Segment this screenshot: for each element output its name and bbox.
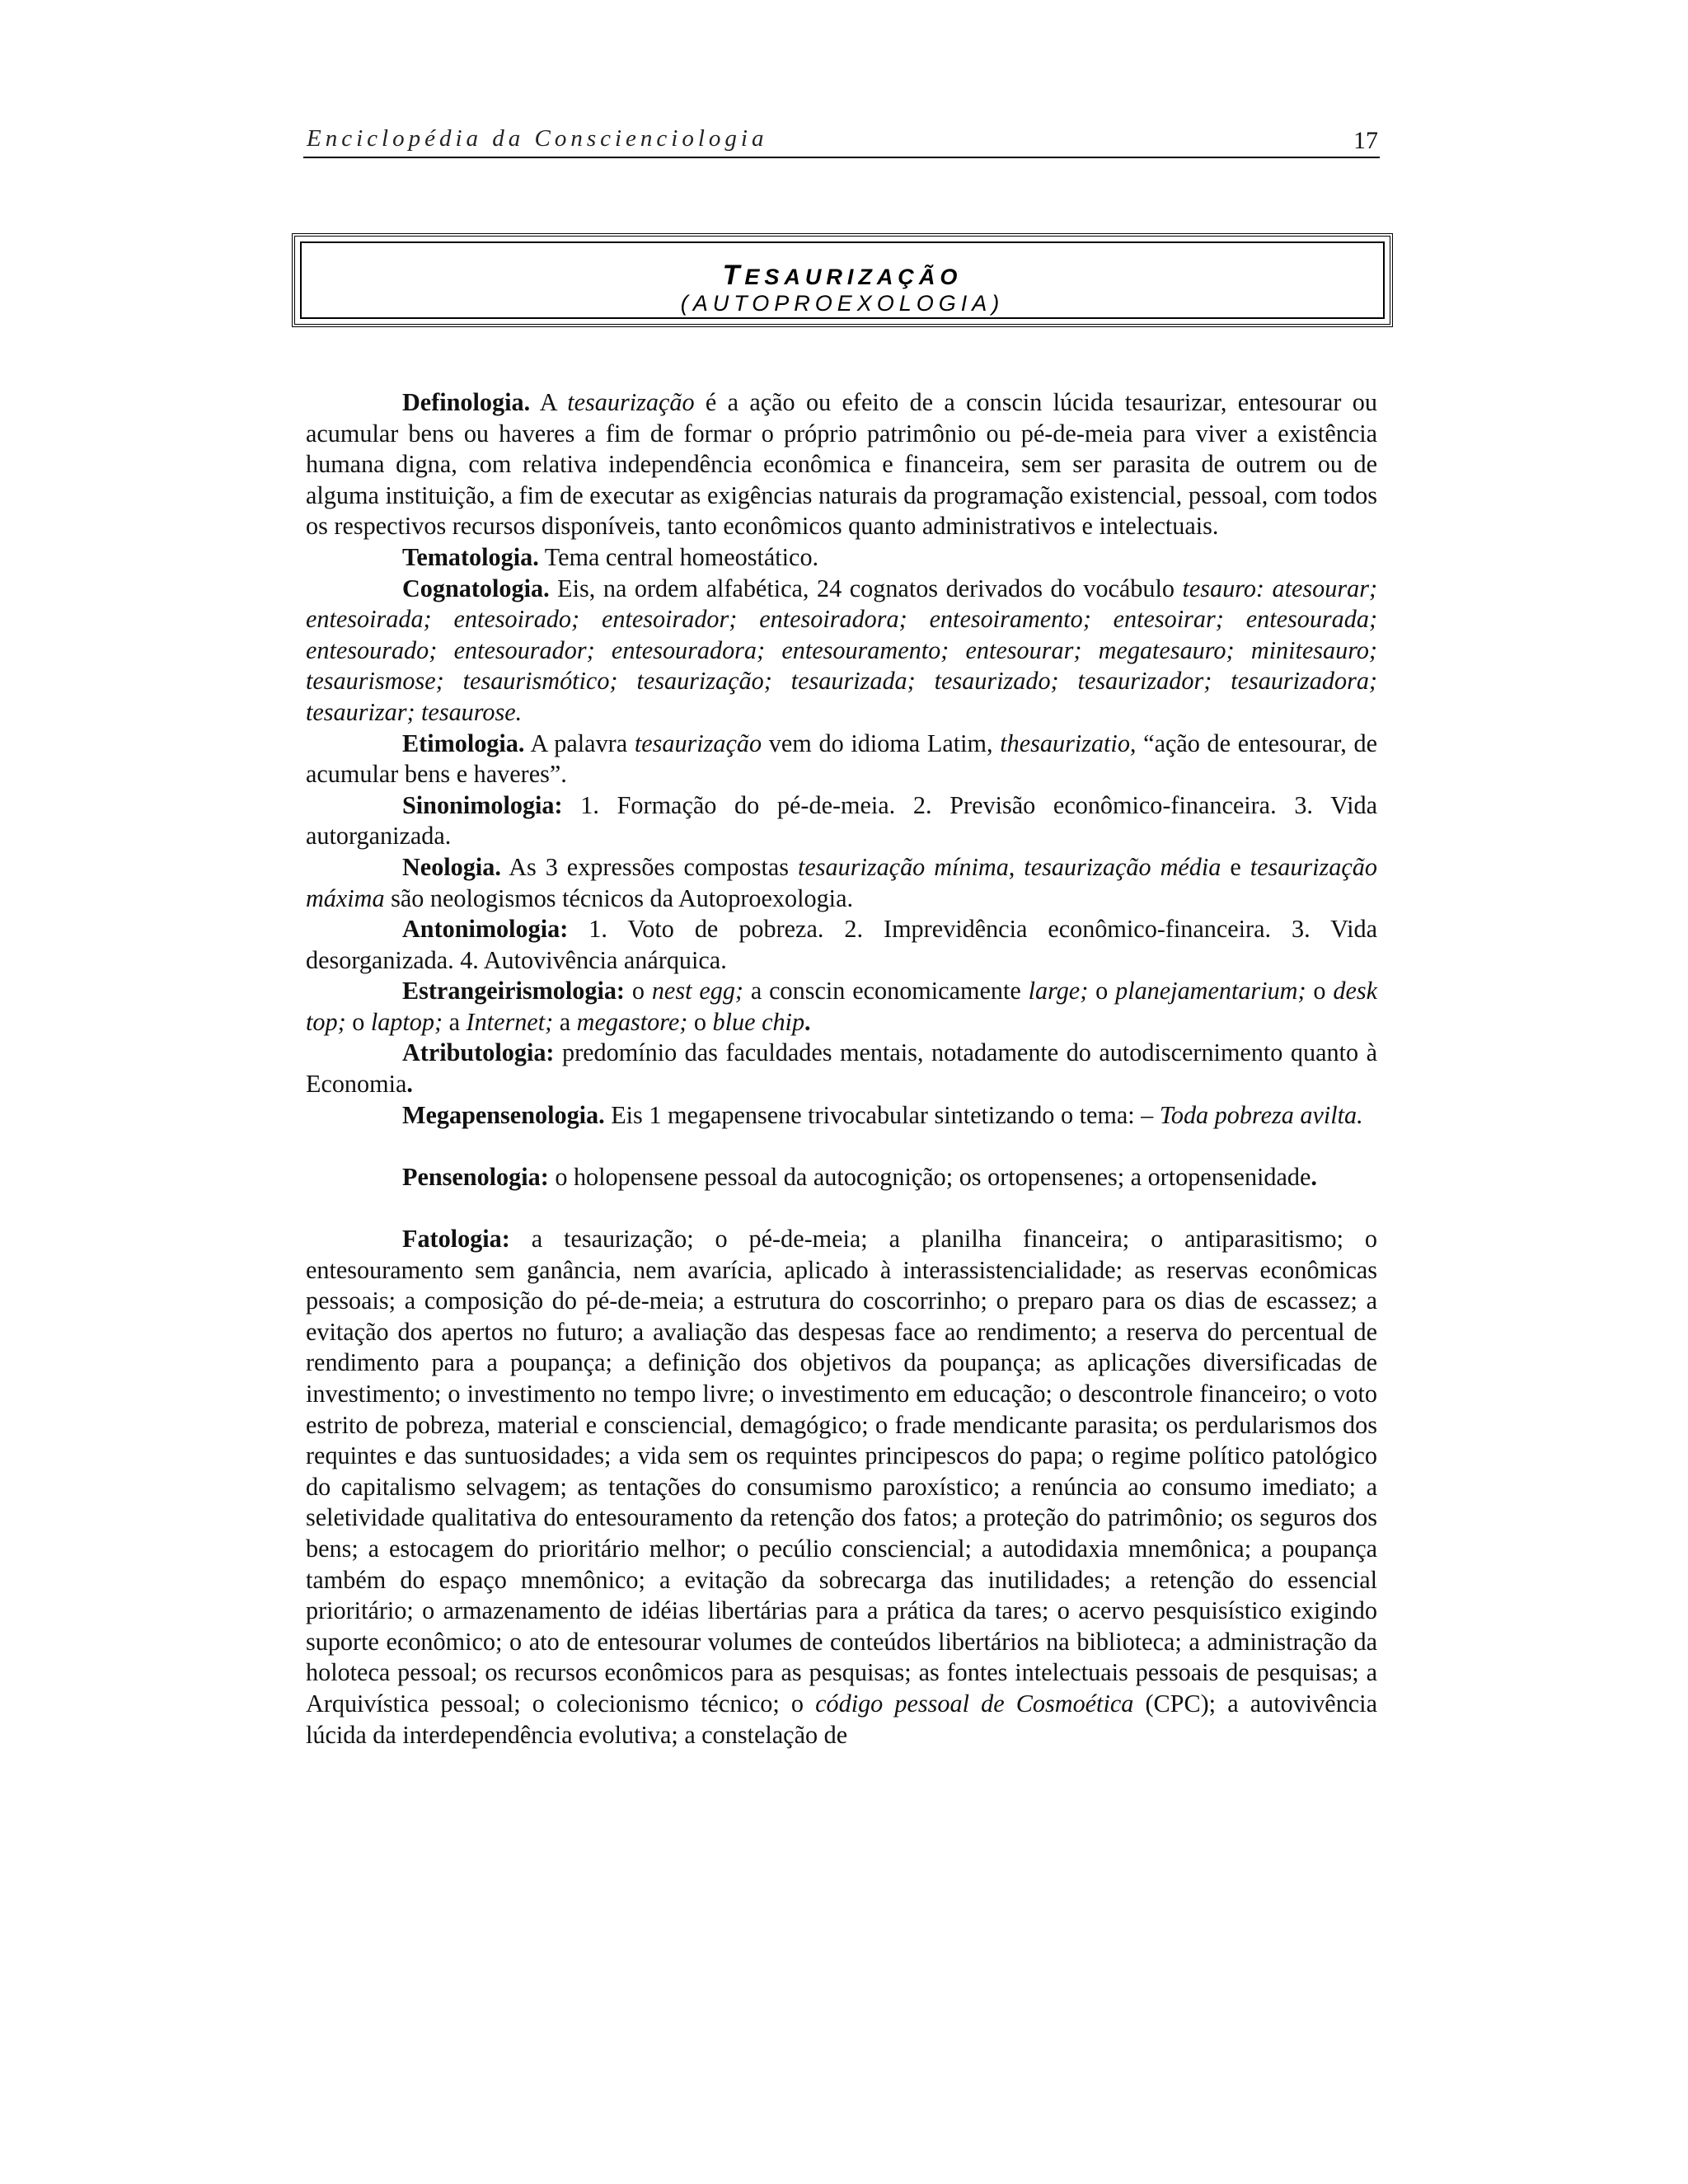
section-paragraph (306, 1224, 1377, 1750)
section-text: . (1311, 1162, 1317, 1191)
section-paragraph (306, 574, 1377, 729)
page-number: 17 (1353, 127, 1378, 154)
running-title: Enciclopédia da Conscienciologia (307, 125, 768, 152)
section-text: A (530, 388, 568, 416)
section-text: Eis, na ordem alfabética, 24 cognatos derivados do vocábulo (549, 574, 1183, 602)
section-text: o (345, 1007, 371, 1036)
section-text: são neologismos técnicos da Autoproexologia. (384, 883, 854, 912)
section-text: o holopensene pessoal da autocognição; os ortopensenes; a ortopensenidade (548, 1162, 1311, 1191)
italic-term: desk top; (306, 977, 1377, 1036)
italic-term: blue chip (712, 1007, 805, 1036)
entry-title: TESAURIZAÇÃO (722, 260, 963, 291)
section-paragraph (306, 387, 1377, 542)
section-label: Definologia. (402, 388, 531, 416)
italic-term: megastore; (576, 1007, 688, 1036)
section-text: a (553, 1007, 577, 1036)
italic-term: tesaurização (634, 729, 762, 757)
section-text: As 3 expressões compostas (500, 852, 798, 881)
section-paragraph (306, 1162, 1377, 1193)
entry-title-inner-frame (300, 241, 1385, 319)
section-text: predomínio das faculdades mentais, notadamente do autodiscernimento quanto à Economia (306, 1038, 1377, 1099)
section-paragraph (306, 542, 1377, 574)
section-text: a conscin economicamente (743, 977, 1029, 1005)
section-paragraph (306, 1100, 1377, 1132)
section-text: 1. Voto de pobreza. 2. Imprevidência econômico-financeira. 3. Vida desorganizada. 4. Autovivência anárquica. (306, 915, 1377, 974)
running-header (303, 124, 1380, 158)
section-text: 1. Formação do pé-de-meia. 2. Previsão econômico-financeira. 3. Vida autorganizada. (306, 790, 1377, 851)
section-text: . (406, 1070, 413, 1099)
section-text: o (687, 1007, 713, 1036)
section-text: o (1306, 977, 1334, 1005)
italic-term: tesaurização (567, 388, 695, 416)
section-text: a (443, 1007, 467, 1036)
section-label: Neologia. (402, 852, 501, 881)
section-text: . (804, 1007, 811, 1036)
italic-term: código pessoal de Cosmoética (815, 1689, 1134, 1718)
section-label: Antonimologia: (402, 915, 569, 944)
italic-term: thesaurizatio, (1000, 729, 1137, 757)
section-text: o (1088, 977, 1116, 1005)
section-paragraph (306, 914, 1377, 976)
section-label: Tematologia. (402, 542, 539, 571)
section-paragraph (306, 790, 1377, 852)
italic-term: Internet; (466, 1007, 554, 1036)
entry-title-box (292, 233, 1393, 327)
italic-term: tesaurização máxima (306, 852, 1377, 912)
section-paragraph (306, 729, 1377, 790)
section-text: a tesaurização; o pé-de-meia; a planilha financeira; o antiparasitismo; o entesouramento sem ganância, nem avarícia, aplicado à interassistencialidade; as reservas econômicas pessoais; a composição do pé-de-meia; a estrutura do coscorrinho; o preparo para os dias de escassez; a evitação dos apertos no futuro; a avaliação das despesas face ao rendimento; a reserva do percentual de rendimento para a poupança; a definição dos objetivos da poupança; as aplicações diversificadas de investimento; o investimento no tempo livre; o investimento em educação; o descontrole financeiro; o voto estrito de pobreza, material e consciencial, demagógico; o frade mendicante parasita; os perdularismos dos requintes e das suntuosidades; a vida sem os requintes principescos do papa; o regime político patológico do capitalismo selvagem; as tentações do consumismo paroxístico; a renúncia ao consumo imediato; a seletividade qualitativa do entesouramento da retenção dos fatos; a proteção do patrimônio; os seguros dos bens; a estocagem do prioritário melhor; o pecúlio consciencial; a autodidaxia mnemônica; a poupança também do espaço mnemônico; a evitação da sobrecarga das inutilidades; a retenção do essencial prioritário; o armazenamento de idéias libertárias para a prática da tares; o acervo pesquisístico exigindo suporte econômico; o ato de entesourar volumes de conteúdos libertários na biblioteca; a administração da holoteca pessoal; os recursos econômicos para as pesquisas; as fontes intelectuais pessoais de pesquisas; a Arquivística pessoal; o colecionismo técnico; o (306, 1225, 1377, 1718)
section-label: Atributologia: (402, 1038, 555, 1067)
entry-subtitle: (AUTOPROEXOLOGIA) (680, 291, 1005, 316)
section-label: Etimologia. (402, 729, 525, 757)
section-label: Megapensenologia. (402, 1100, 605, 1129)
section-text: é a ação ou efeito de a conscin lúcida tesaurizar, entesourar ou acumular bens ou haveres a fim de formar o próprio patrimônio ou pé-de-meia para viver a existência humana digna, com relativa independência econômica e financeira, sem ser parasita de outrem ou de alguma instituição, a fim de executar as exigências naturais da programação existencial, pessoal, com todos os respectivos recursos disponíveis, tanto econômicos quanto administrativos e intelectuais. (306, 388, 1377, 541)
section-text: A palavra (524, 729, 635, 757)
italic-term: nest egg; (651, 977, 743, 1005)
section-label: Sinonimologia: (402, 790, 563, 819)
section-text: vem do idioma Latim, (762, 729, 1001, 757)
section-text: Tema central homeostático. (538, 542, 819, 571)
section-text: (CPC); a autovivência lúcida da interdependência evolutiva; a constelação de (306, 1689, 1377, 1749)
section-paragraph (306, 1038, 1377, 1099)
italic-term: tesaurização mínima, tesaurização média (797, 852, 1221, 881)
section-label: Fatologia: (402, 1225, 510, 1254)
section-label: Estrangeirismologia: (402, 977, 625, 1005)
italic-term: planejamentarium; (1115, 977, 1306, 1005)
section-paragraph (306, 976, 1377, 1038)
section-label: Pensenologia: (402, 1162, 549, 1191)
section-label: Cognatologia. (402, 574, 550, 602)
section-paragraph (306, 852, 1377, 914)
italic-term: laptop; (370, 1007, 443, 1036)
entry-body (306, 387, 1377, 1750)
section-text: o (624, 977, 652, 1005)
italic-term: Toda pobreza avilta. (1159, 1100, 1363, 1129)
section-text: e (1221, 852, 1250, 881)
italic-term: large; (1028, 977, 1089, 1005)
section-text: Eis 1 megapensene trivocabular sintetizando o tema: – (604, 1100, 1160, 1129)
section-text: “ação de entesourar, de acumular bens e haveres”. (306, 729, 1377, 789)
italic-term: tesauro: atesourar; entesoirada; entesoirado; entesoirador; entesoiradora; entesoiramento; entesoirar; entesourada; entesourado; entesourador; entesouradora; entesouramento; entesourar; megatesauro; minitesauro; tesaurismose; tesaurismótico; tesaurização; tesaurizada; tesaurizado; tesaurizador; tesaurizadora; tesaurizar; tesaurose. (306, 574, 1377, 726)
